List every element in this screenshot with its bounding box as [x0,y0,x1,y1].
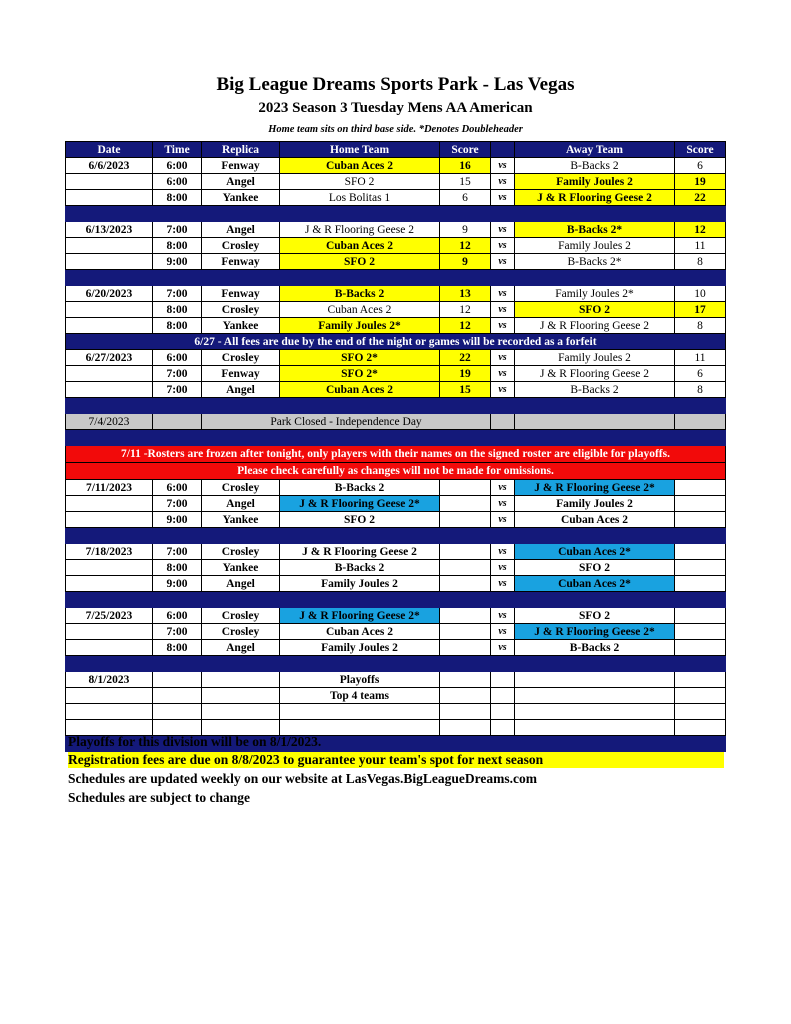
replica-cell: Fenway [202,254,280,270]
separator-cell [66,206,726,222]
time-cell: 8:00 [153,640,202,656]
home-score-cell: 12 [440,318,491,334]
home-team-cell: B-Backs 2 [280,480,440,496]
empty-cell [153,414,202,430]
home-score-cell: 6 [440,190,491,206]
week-separator [66,270,726,286]
home-team-cell: J & R Flooring Geese 2 [280,544,440,560]
week-separator [66,430,726,446]
vs-cell: vs [491,286,515,302]
replica-cell: Fenway [202,366,280,382]
away-team-cell: Family Joules 2 [515,496,675,512]
replica-cell: Angel [202,576,280,592]
game-row [66,496,726,512]
vs-cell: vs [491,350,515,366]
separator-cell [66,270,726,286]
game-row [66,350,726,366]
away-team-cell: J & R Flooring Geese 2 [515,190,675,206]
vs-cell: vs [491,366,515,382]
replica-cell: Angel [202,640,280,656]
header-cell: Replica [202,142,280,158]
away-score-cell: 22 [675,190,726,206]
separator-cell [66,528,726,544]
empty-cell [153,672,202,688]
away-score-cell [675,544,726,560]
home-team-cell: B-Backs 2 [280,560,440,576]
away-team-cell: SFO 2 [515,560,675,576]
home-team-cell: Cuban Aces 2 [280,158,440,174]
away-team-cell: B-Backs 2 [515,382,675,398]
away-score-cell: 19 [675,174,726,190]
vs-cell: vs [491,222,515,238]
away-team-cell: Family Joules 2 [515,350,675,366]
replica-cell: Yankee [202,512,280,528]
away-score-cell: 17 [675,302,726,318]
home-team-cell: SFO 2* [280,366,440,382]
separator-cell [66,430,726,446]
home-team-cell: Cuban Aces 2 [280,302,440,318]
page-subtitle: 2023 Season 3 Tuesday Mens AA American [258,100,533,116]
date-cell [66,560,153,576]
empty-cell [440,672,491,688]
week-separator [66,656,726,672]
empty-cell [440,688,491,704]
vs-cell: vs [491,302,515,318]
game-row [66,640,726,656]
empty-cell [66,688,153,704]
closed-date-cell: 7/4/2023 [66,414,153,430]
empty-cell [515,704,675,720]
game-row [66,544,726,560]
home-score-cell [440,512,491,528]
home-score-cell: 15 [440,174,491,190]
game-row [66,190,726,206]
away-score-cell: 8 [675,254,726,270]
game-row [66,318,726,334]
empty-cell [675,688,726,704]
date-cell: 6/27/2023 [66,350,153,366]
time-cell: 7:00 [153,496,202,512]
away-team-cell: B-Backs 2 [515,158,675,174]
date-cell [66,302,153,318]
home-team-cell: SFO 2* [280,350,440,366]
empty-cell [153,688,202,704]
date-cell: 6/13/2023 [66,222,153,238]
home-team-cell: SFO 2 [280,254,440,270]
home-score-cell: 12 [440,238,491,254]
home-team-cell: J & R Flooring Geese 2* [280,496,440,512]
game-row [66,608,726,624]
closed-text-cell: Park Closed - Independence Day [202,414,491,430]
replica-cell: Yankee [202,318,280,334]
away-score-cell [675,496,726,512]
home-score-cell [440,480,491,496]
time-cell: 8:00 [153,318,202,334]
separator-cell [66,592,726,608]
vs-cell: vs [491,480,515,496]
away-score-cell: 10 [675,286,726,302]
away-score-cell [675,480,726,496]
home-score-cell [440,544,491,560]
replica-cell: Fenway [202,286,280,302]
home-team-cell: J & R Flooring Geese 2* [280,608,440,624]
week-separator [66,206,726,222]
home-score-cell: 19 [440,366,491,382]
empty-cell [491,414,515,430]
game-row [66,302,726,318]
away-team-cell: B-Backs 2* [515,254,675,270]
empty-cell [440,720,491,736]
away-score-cell: 12 [675,222,726,238]
replica-cell: Yankee [202,560,280,576]
playoffs-cell: Playoffs [280,672,440,688]
away-score-cell: 8 [675,318,726,334]
empty-cell [153,704,202,720]
playoffs-row [66,688,726,704]
roster-notice [66,463,726,480]
home-score-cell: 22 [440,350,491,366]
empty-cell [515,414,675,430]
vs-cell: vs [491,544,515,560]
away-team-cell: B-Backs 2* [515,222,675,238]
away-team-cell: Cuban Aces 2* [515,576,675,592]
empty-cell [202,704,280,720]
away-team-cell: Family Joules 2 [515,238,675,254]
header-cell: Date [66,142,153,158]
replica-cell: Yankee [202,190,280,206]
time-cell: 8:00 [153,238,202,254]
time-cell: 6:00 [153,480,202,496]
game-row [66,238,726,254]
empty-cell [675,414,726,430]
separator-cell [66,656,726,672]
time-cell: 6:00 [153,350,202,366]
empty-cell [675,704,726,720]
header-cell: Score [440,142,491,158]
date-cell: 7/11/2023 [66,480,153,496]
date-cell [66,366,153,382]
away-score-cell [675,608,726,624]
away-score-cell: 6 [675,158,726,174]
date-cell [66,640,153,656]
header-cell: Away Team [515,142,675,158]
roster-notice [66,446,726,463]
registration-fee-note: Registration fees are due on 8/8/2023 to guarantee your team's spot for next season [68,752,724,768]
empty-cell [675,672,726,688]
away-team-cell: SFO 2 [515,302,675,318]
vs-cell: vs [491,254,515,270]
time-cell: 9:00 [153,512,202,528]
time-cell: 8:00 [153,190,202,206]
away-score-cell [675,624,726,640]
away-score-cell [675,560,726,576]
header-cell [491,142,515,158]
away-score-cell: 11 [675,350,726,366]
home-score-cell: 9 [440,254,491,270]
vs-cell: vs [491,190,515,206]
empty-cell [675,720,726,736]
website-note: Schedules are updated weekly on our website at LasVegas.BigLeagueDreams.com [68,771,538,786]
home-team-note: Home team sits on third base side. *Denotes Doubleheader [268,124,523,135]
empty-cell [202,688,280,704]
home-score-cell: 9 [440,222,491,238]
week-separator [66,592,726,608]
home-score-cell: 16 [440,158,491,174]
date-cell [66,576,153,592]
replica-cell: Crosley [202,480,280,496]
week-separator [66,528,726,544]
roster-notice-text: 7/11 -Rosters are frozen after tonight, only players with their names on the signed roster are eligible for playoffs. [66,446,726,463]
game-row [66,158,726,174]
home-team-cell: SFO 2 [280,512,440,528]
home-team-cell: Los Bolitas 1 [280,190,440,206]
away-score-cell [675,640,726,656]
playoffs-cell: Top 4 teams [280,688,440,704]
away-team-cell: J & R Flooring Geese 2 [515,366,675,382]
vs-cell: vs [491,174,515,190]
home-score-cell [440,576,491,592]
replica-cell: Crosley [202,238,280,254]
replica-cell: Angel [202,382,280,398]
away-score-cell [675,512,726,528]
date-cell: 7/25/2023 [66,608,153,624]
replica-cell: Fenway [202,158,280,174]
vs-cell: vs [491,238,515,254]
date-cell [66,254,153,270]
time-cell: 7:00 [153,222,202,238]
date-cell [66,174,153,190]
home-score-cell [440,640,491,656]
date-cell [66,318,153,334]
header-row [66,142,726,158]
home-score-cell: 13 [440,286,491,302]
game-row [66,174,726,190]
date-cell: 8/1/2023 [66,672,153,688]
page-title: Big League Dreams Sports Park - Las Vegas [216,74,575,95]
away-score-cell: 8 [675,382,726,398]
empty-cell [202,672,280,688]
game-row [66,480,726,496]
away-team-cell: Family Joules 2 [515,174,675,190]
home-score-cell: 12 [440,302,491,318]
vs-cell: vs [491,576,515,592]
game-row [66,512,726,528]
time-cell: 7:00 [153,366,202,382]
home-team-cell: Family Joules 2* [280,318,440,334]
separator-cell [66,398,726,414]
time-cell: 9:00 [153,576,202,592]
vs-cell: vs [491,496,515,512]
fees-notice-text: 6/27 - All fees are due by the end of the night or games will be recorded as a forfeit [66,334,726,350]
replica-cell: Crosley [202,302,280,318]
home-team-cell: SFO 2 [280,174,440,190]
date-cell [66,624,153,640]
date-cell [66,238,153,254]
time-cell: 8:00 [153,302,202,318]
game-row [66,560,726,576]
empty-cell [440,704,491,720]
time-cell: 6:00 [153,608,202,624]
time-cell: 7:00 [153,544,202,560]
header-cell: Time [153,142,202,158]
header-cell: Score [675,142,726,158]
header-cell: Home Team [280,142,440,158]
date-cell [66,382,153,398]
away-team-cell: B-Backs 2 [515,640,675,656]
schedule-table [65,141,726,752]
game-row [66,576,726,592]
vs-cell: vs [491,624,515,640]
date-cell: 7/18/2023 [66,544,153,560]
closed-row [66,414,726,430]
empty-cell [491,720,515,736]
replica-cell: Crosley [202,608,280,624]
home-team-cell: Cuban Aces 2 [280,382,440,398]
replica-cell: Angel [202,174,280,190]
away-team-cell: Cuban Aces 2 [515,512,675,528]
home-team-cell: Cuban Aces 2 [280,238,440,254]
time-cell: 9:00 [153,254,202,270]
game-row [66,222,726,238]
time-cell: 7:00 [153,382,202,398]
vs-cell: vs [491,382,515,398]
blank-row [66,704,726,720]
time-cell: 7:00 [153,286,202,302]
home-score-cell [440,496,491,512]
vs-cell: vs [491,512,515,528]
home-team-cell: B-Backs 2 [280,286,440,302]
empty-cell [515,672,675,688]
home-score-cell: 15 [440,382,491,398]
away-team-cell: Cuban Aces 2* [515,544,675,560]
away-team-cell: J & R Flooring Geese 2* [515,624,675,640]
time-cell: 7:00 [153,624,202,640]
game-row [66,254,726,270]
empty-cell [515,688,675,704]
empty-cell [515,720,675,736]
away-score-cell: 6 [675,366,726,382]
home-team-cell: Family Joules 2 [280,576,440,592]
replica-cell: Crosley [202,350,280,366]
away-score-cell: 11 [675,238,726,254]
vs-cell: vs [491,560,515,576]
playoffs-row [66,672,726,688]
away-team-cell: Family Joules 2* [515,286,675,302]
date-cell [66,496,153,512]
away-team-cell: SFO 2 [515,608,675,624]
home-team-cell: J & R Flooring Geese 2 [280,222,440,238]
away-score-cell [675,576,726,592]
vs-cell: vs [491,640,515,656]
game-row [66,286,726,302]
replica-cell: Angel [202,222,280,238]
schedule-change-note: Schedules are subject to change [68,790,250,805]
home-team-cell: Cuban Aces 2 [280,624,440,640]
empty-cell [491,688,515,704]
time-cell: 6:00 [153,174,202,190]
replica-cell: Angel [202,496,280,512]
playoffs-note: Playoffs for this division will be on 8/1/2023. [68,734,322,749]
empty-cell [66,704,153,720]
replica-cell: Crosley [202,544,280,560]
home-score-cell [440,608,491,624]
vs-cell: vs [491,318,515,334]
date-cell [66,512,153,528]
empty-cell [491,672,515,688]
time-cell: 8:00 [153,560,202,576]
game-row [66,366,726,382]
fees-notice [66,334,726,350]
date-cell: 6/20/2023 [66,286,153,302]
away-team-cell: J & R Flooring Geese 2* [515,480,675,496]
home-team-cell: Family Joules 2 [280,640,440,656]
game-row [66,624,726,640]
roster-notice-text: Please check carefully as changes will not be made for omissions. [66,463,726,480]
home-score-cell [440,624,491,640]
home-score-cell [440,560,491,576]
replica-cell: Crosley [202,624,280,640]
vs-cell: vs [491,158,515,174]
empty-cell [491,704,515,720]
empty-cell [280,704,440,720]
game-row [66,382,726,398]
vs-cell: vs [491,608,515,624]
away-team-cell: J & R Flooring Geese 2 [515,318,675,334]
date-cell [66,190,153,206]
time-cell: 6:00 [153,158,202,174]
date-cell: 6/6/2023 [66,158,153,174]
week-separator [66,398,726,414]
